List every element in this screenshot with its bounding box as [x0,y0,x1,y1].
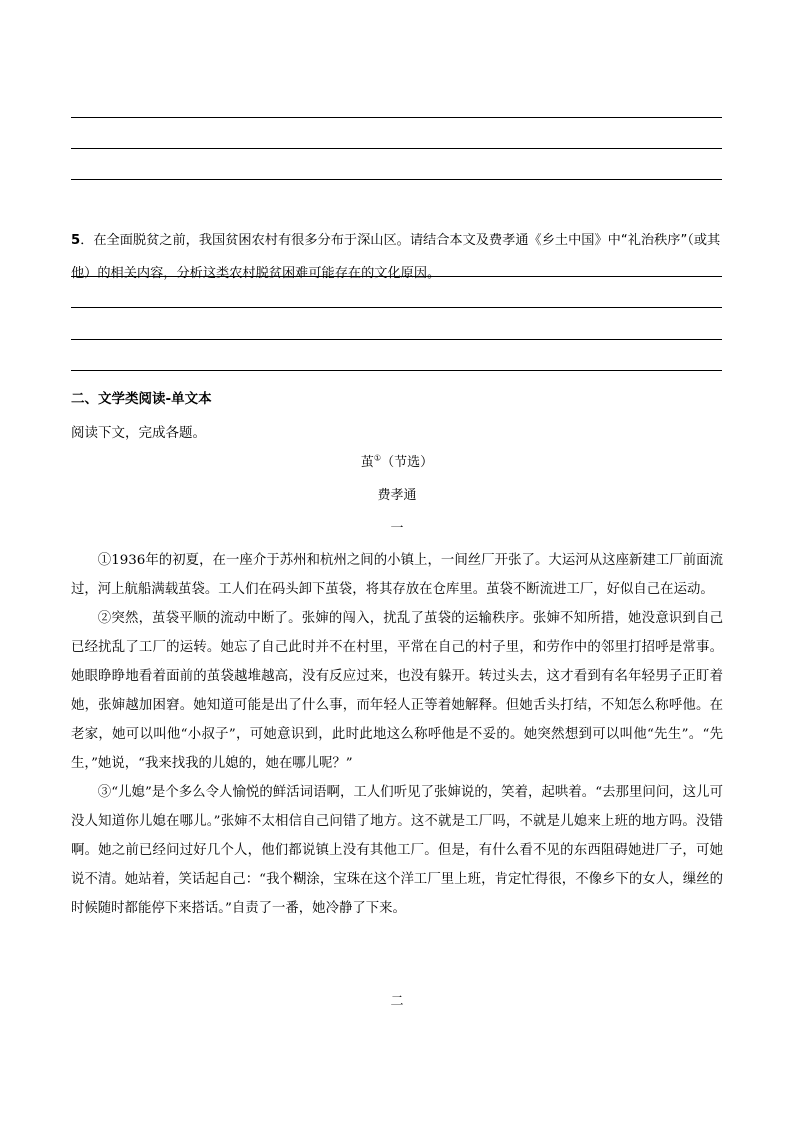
answer-line [71,339,722,340]
question-5-text: ．在全面脱贫之前，我国贫困农村有很多分布于深山区。请结合本文及费孝通《乡土中国》中“礼治秩序”（或其他）的相关内容，分析这类农村脱贫困难可能存在的文化原因。 [71,233,721,281]
answer-line [71,117,722,118]
paragraph: ②突然，茧袋平顺的流动中断了。张婶的闯入，扰乱了茧袋的运输秩序。张婶不知所措，她没意识到自己已经扰乱了工厂的运转。她忘了自己此时并不在村里，平常在自己的村子里，和劳作中的邻里打招呼是常事。她眼睁睁地看着面前的茧袋越堆越高，没有反应过来，也没有躲开。转过头去，这才看到有名年轻男子正盯着她，张婶越加困窘。她知道可能是出了什么事，而年轻人正等着她解释。但她舌头打结，不知怎么称呼他。在老家，她可以叫他“小叔子”，可她意识到，此时此地这么称呼他是不妥的。她突然想到可以叫他“先生”。“先生，”她说，“我来找我的儿媳的，她在哪儿呢？” [71,611,723,771]
article-author: 费孝通 [377,488,417,503]
article-title [0,451,794,470]
article-title-suffix: （节选） [381,455,434,470]
article-body [71,546,723,923]
question-5 [71,224,723,290]
part-label-2: 二 [390,994,404,1009]
answer-line [71,276,722,277]
answer-line [71,179,722,180]
question-5-number: 5 [71,233,81,248]
answer-line [71,370,722,371]
paragraph: ③“儿媳”是个多么令人愉悦的鲜活词语啊，工人们听见了张婶说的，笑着，起哄着。“去那里问问，这儿可没人知道你儿媳在哪儿。”张婶不太相信自己问错了地方。这不就是工厂吗，不就是儿媳来上班的地方吗。没错啊。她之前已经问过好几个人，他们都说镇上没有其他工厂。但是，有什么看不见的东西阻碍她进厂子，可她说不清。她站着，笑话起自己：“我个糊涂，宝珠在这个洋工厂里上班，肯定忙得很，不像乡下的女人，缫丝的时候随时都能停下来搭话。”自责了一番，她冷静了下来。 [71,785,723,916]
answer-line [71,148,722,149]
section-heading: 二、文学类阅读-单文本 [71,391,212,407]
answer-line [71,307,722,308]
article-title-text: 茧 [360,455,374,470]
footnote-marker: ① [373,453,382,463]
paragraph: ①1936年的初夏，在一座介于苏州和杭州之间的小镇上，一间丝厂开张了。大运河从这座新建工厂前面流过，河上航船满载茧袋。工人们在码头卸下茧袋，将其存放在仓库里。茧袋不断流进工厂，好似自己在运动。 [71,553,723,597]
section-instruction: 阅读下文，完成各题。 [71,425,206,441]
part-label-1: 一 [390,521,404,536]
